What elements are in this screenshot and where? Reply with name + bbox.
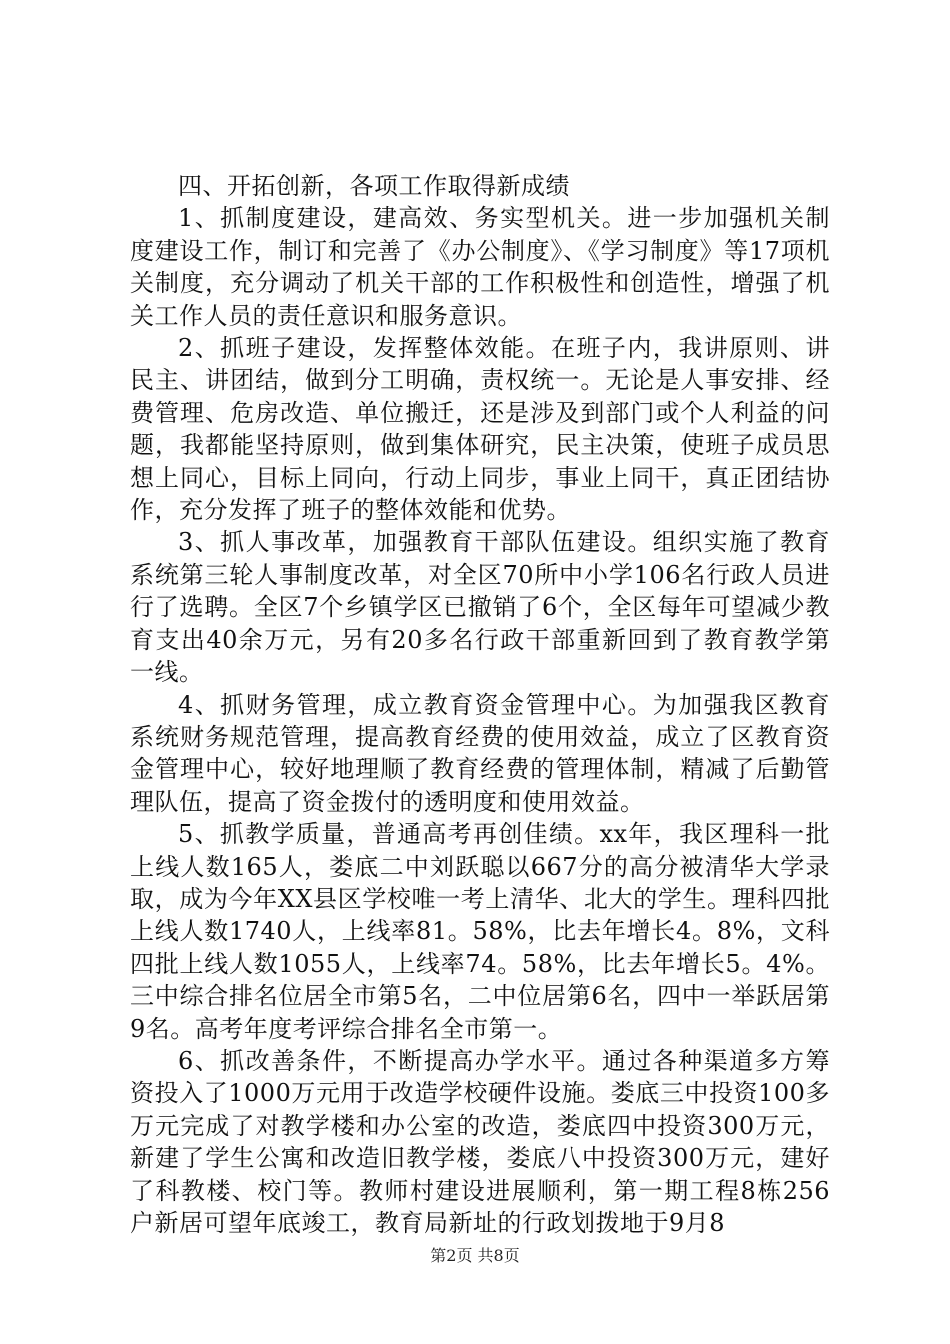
- paragraph-1: 1、抓制度建设，建高效、务实型机关。进一步加强机关制度建设工作，制订和完善了《办公制度》、《学习制度》等17项机关制度，充分调动了机关干部的工作积极性和创造性，增强了机关工作人员的责任意识和服务意识。: [130, 204, 830, 330]
- paragraph-5: 5、抓教学质量，普通高考再创佳绩。xx年，我区理科一批上线人数165人，娄底二中刘跃聪以667分的高分被清华大学录取，成为今年XX县区学校唯一考上清华、北大的学生。理科四批上线人数1740人，上线率81。58%，比去年增长4。8%，文科四批上线人数1055人，上线率74。58%，比去年增长5。4%。三中综合排名位居全市第5名，二中位居第6名，四中一举跃居第9名。高考年度考评综合排名全市第一。: [130, 820, 830, 1043]
- paragraph-6: 6、抓改善条件，不断提高办学水平。通过各种渠道多方筹资投入了1000万元用于改造学校硬件设施。娄底三中投资100多万元完成了对教学楼和办公室的改造，娄底四中投资300万元，新建了学生公寓和改造旧教学楼，娄底八中投资300万元，建好了科教楼、校门等。教师村建设进展顺利，第一期工程8栋256户新居可望年底竣工，教育局新址的行政划拨地于9月8: [130, 1046, 830, 1237]
- paragraph-2: 2、抓班子建设，发挥整体效能。在班子内，我讲原则、讲民主、讲团结，做到分工明确，责权统一。无论是人事安排、经费管理、危房改造、单位搬迁，还是涉及到部门或个人利益的问题，我都能坚持原则，做到集体研究，民主决策，使班子成员思想上同心，目标上同向，行动上同步，事业上同干，真正团结协作，充分发挥了班子的整体效能和优势。: [130, 334, 830, 525]
- page-footer: [0, 1243, 950, 1266]
- page-number-label: 第2页 共8页: [430, 1246, 520, 1265]
- section-heading: 四、开拓创新，各项工作取得新成绩: [178, 172, 570, 200]
- document-body: [130, 170, 830, 1239]
- paragraph-3: 3、抓人事改革，加强教育干部队伍建设。组织实施了教育系统第三轮人事制度改革，对全区70所中小学106名行政人员进行了选聘。全区7个乡镇学区已撤销了6个，全区每年可望减少教育支出40余万元，另有20多名行政干部重新回到了教育教学第一线。: [130, 528, 830, 687]
- paragraph-4: 4、抓财务管理，成立教育资金管理中心。为加强我区教育系统财务规范管理，提高教育经费的使用效益，成立了区教育资金管理中心，较好地理顺了教育经费的管理体制，精减了后勤管理队伍，提高了资金拨付的透明度和使用效益。: [130, 690, 830, 816]
